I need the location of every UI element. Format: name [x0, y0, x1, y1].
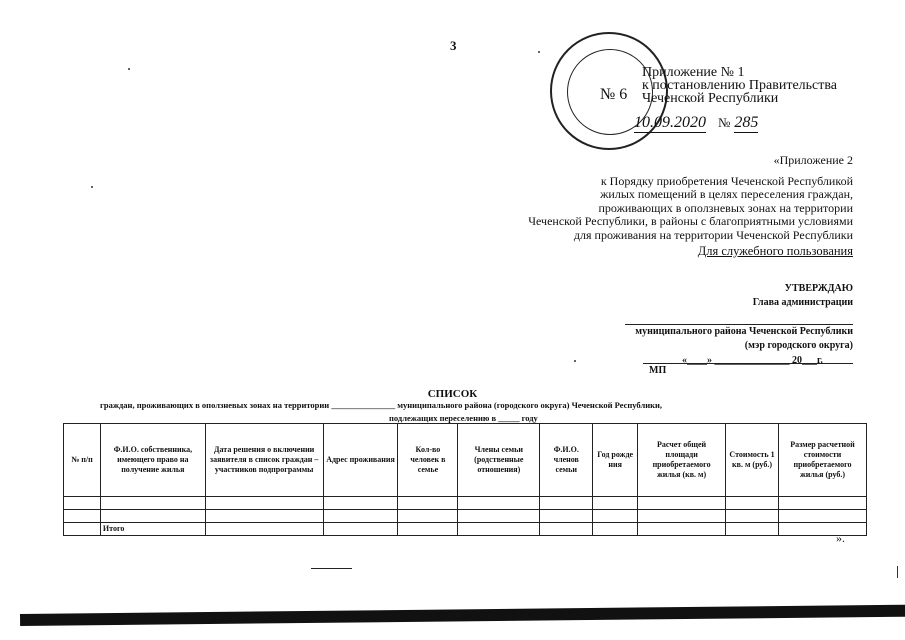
seal-number: № 6: [600, 86, 628, 103]
approval-mayor: (мэр городского округа): [744, 340, 853, 351]
decree-number-prefix: №: [718, 115, 731, 130]
column-header: Кол-во человек в семье: [398, 424, 458, 497]
scan-speck: [91, 186, 93, 188]
approval-block: [625, 282, 853, 364]
signature-line: [625, 310, 853, 325]
list-subtitle: граждан, проживающих в оползневых зонах на территории _______________ муниципального района (городского округа) Чеченской Республики,: [100, 400, 663, 410]
column-header: № п/п: [64, 424, 101, 497]
stamp-place: МП: [649, 365, 667, 376]
column-header: Расчет общей площади приобретаемого жилья (кв. м): [638, 424, 726, 497]
column-header: Адрес проживания: [323, 424, 398, 497]
decree-number: 285: [734, 114, 759, 131]
approval-title: УТВЕРЖДАЮ: [784, 283, 853, 294]
total-label: Итого: [100, 523, 205, 536]
scan-speck: [574, 360, 576, 362]
table-total-row: [64, 523, 867, 536]
scan-speck: [128, 68, 130, 70]
appendix1-line: Чеченской Республики: [642, 91, 779, 106]
column-header: Члены семьи (родственные отношения): [458, 424, 540, 497]
decree-date-line: [634, 114, 758, 133]
table-header-row: [64, 424, 867, 497]
closing-quote: ».: [836, 531, 845, 545]
separator-dash: [311, 568, 352, 570]
citizens-table: [63, 423, 867, 536]
column-header: Дата решения о включении заявителя в список граждан – участников подпрограммы: [205, 424, 323, 497]
appendix1-line: Приложение № 1: [642, 65, 745, 80]
table-row: [64, 510, 867, 523]
scan-edge-mark: [897, 566, 898, 578]
appendix2-line: проживающих в оползневых зонах на территории: [598, 200, 853, 215]
appendix2-line: Чеченской Республики, в районы с благоприятными условиями: [528, 214, 853, 228]
list-title: СПИСОК: [427, 388, 478, 400]
appendix2-header: [528, 154, 853, 242]
approval-role: Глава администрации: [752, 297, 853, 308]
appendix2-line: для проживания на территории Чеченской Республики: [573, 227, 853, 242]
list-subtitle-year: подлежащих переселению в _____ году: [389, 413, 538, 423]
scan-speck: [538, 51, 540, 53]
column-header: Стоимость 1 кв. м (руб.): [726, 424, 779, 497]
appendix1-header: [640, 66, 837, 105]
column-header: Ф.И.О. собственника, имеющего право на получение жилья: [100, 424, 205, 497]
column-header: Ф.И.О. членов семьи: [540, 424, 593, 497]
approval-date: «____» _______________ 20___г.: [682, 355, 823, 366]
appendix2-line: «Приложение 2: [773, 153, 853, 167]
decree-date: 10.09.2020: [634, 114, 706, 131]
column-header: Размер расчетной стоимости приобретаемого жилья (руб.): [779, 424, 867, 497]
table-row: [64, 497, 867, 510]
approval-district: муниципального района Чеченской Республики: [635, 326, 853, 337]
appendix1-line: к постановлению Правительства: [642, 78, 838, 93]
page-number: 3: [450, 38, 457, 53]
classification-label: Для служебного пользования: [697, 244, 853, 258]
appendix2-line: жилых помещений в целях переселения граждан,: [600, 187, 853, 201]
scan-bottom-edge: [20, 605, 905, 626]
column-header: Год рожде ния: [593, 424, 638, 497]
appendix2-line: к Порядку приобретения Чеченской Республикой: [600, 173, 853, 188]
